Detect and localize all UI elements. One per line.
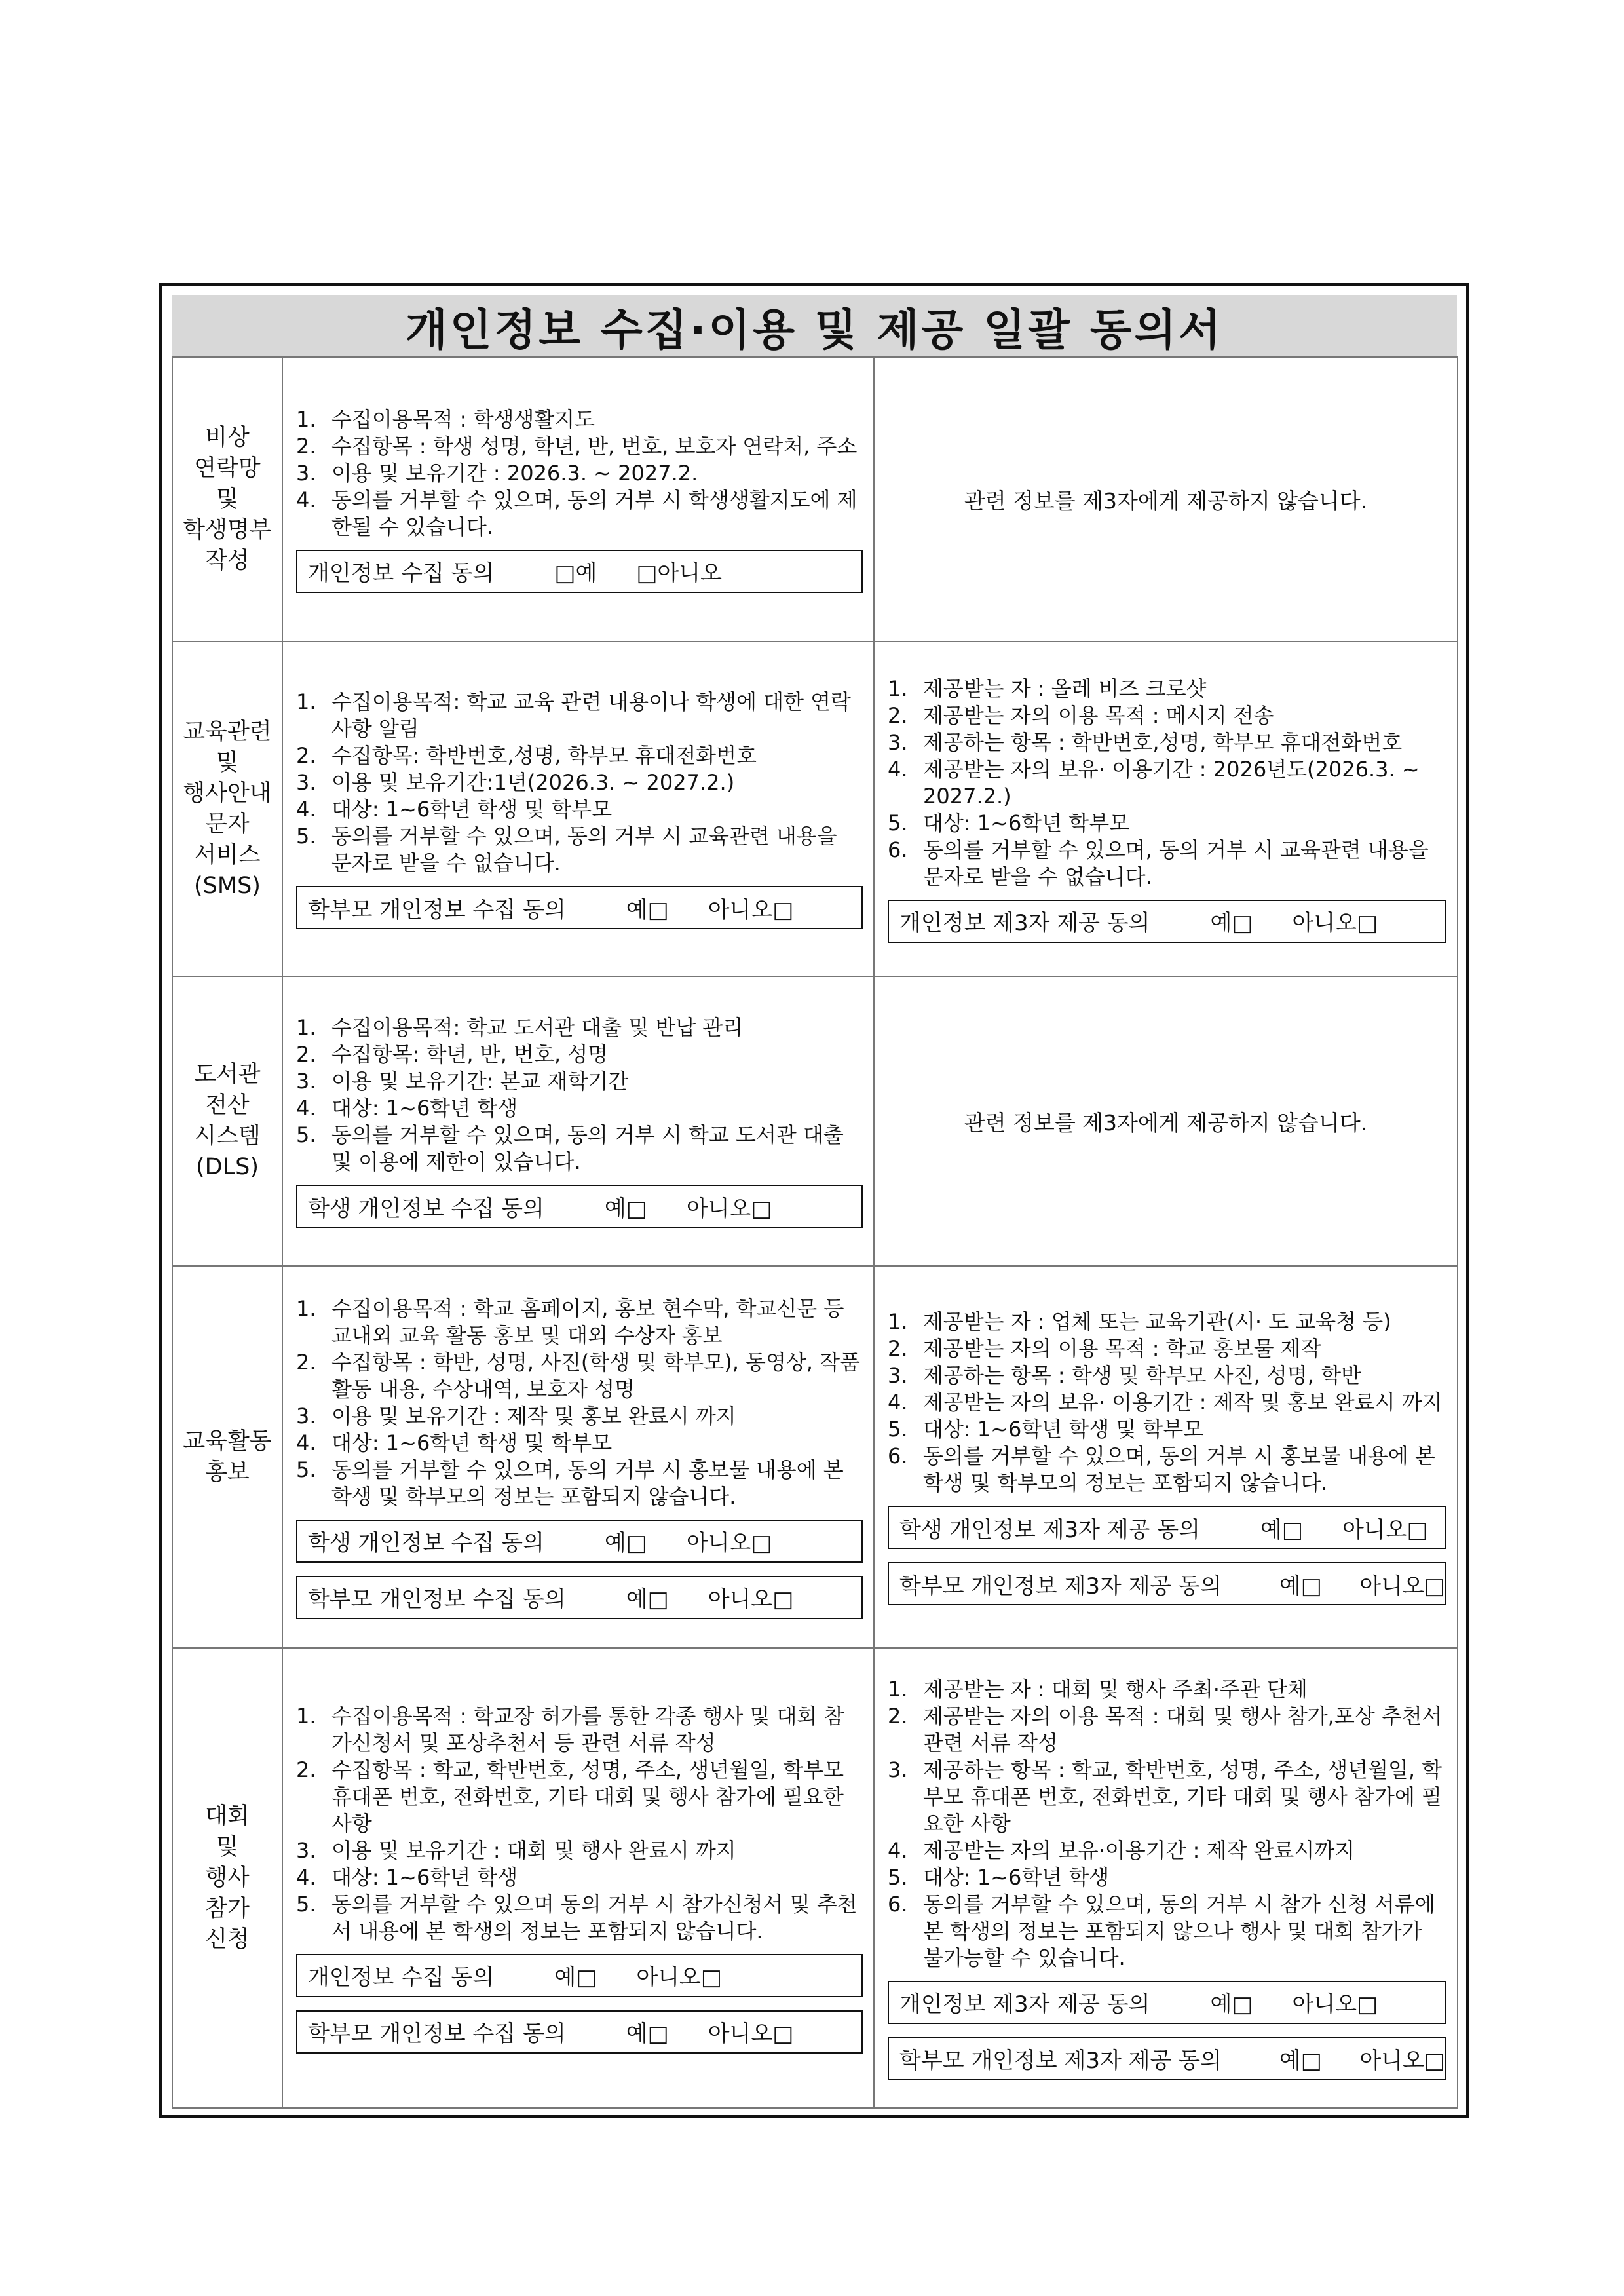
list-item bbox=[888, 1891, 1446, 1972]
collection-cell bbox=[282, 1648, 874, 2108]
list-item bbox=[296, 742, 863, 769]
list-item bbox=[296, 1430, 863, 1457]
list-item bbox=[296, 487, 863, 541]
category-line: 학생명부 bbox=[183, 516, 272, 543]
consent-no-checkbox[interactable]: 아니오□ bbox=[1292, 1991, 1378, 2018]
consent-no-checkbox[interactable]: 아니오□ bbox=[708, 896, 794, 923]
list-item bbox=[296, 1757, 863, 1837]
list-item bbox=[888, 1837, 1446, 1864]
list-item bbox=[296, 1068, 863, 1095]
item-number: 2. bbox=[296, 1349, 316, 1375]
list-item bbox=[296, 433, 863, 460]
consent-no-checkbox[interactable]: □아니오 bbox=[636, 560, 722, 586]
consent-box bbox=[888, 1981, 1446, 2024]
list-item bbox=[296, 1457, 863, 1510]
consent-yes-checkbox[interactable]: 예□ bbox=[604, 1530, 647, 1556]
consent-no-checkbox[interactable]: 아니오□ bbox=[708, 2021, 794, 2047]
item-number: 3. bbox=[296, 1069, 316, 1094]
consent-no-checkbox[interactable]: 아니오□ bbox=[1342, 1516, 1428, 1543]
consent-yes-checkbox[interactable]: 예□ bbox=[1260, 1516, 1303, 1543]
consent-no-checkbox[interactable]: 아니오□ bbox=[1292, 910, 1378, 936]
item-text: 제공받는 자의 보유· 이용기간 : 제작 및 홍보 완료시 까지 bbox=[923, 1390, 1443, 1415]
item-number: 6. bbox=[888, 1444, 908, 1468]
item-number: 1. bbox=[296, 1703, 316, 1729]
category-line: 신청 bbox=[205, 1926, 250, 1953]
provision-cell bbox=[874, 1648, 1458, 2108]
consent-label: 학부모 개인정보 제3자 제공 동의 bbox=[899, 1573, 1222, 1599]
item-number: 4. bbox=[888, 1837, 908, 1863]
item-text: 수집항목 : 학교, 학반번호, 성명, 주소, 생년월일, 학부모 휴대폰 번호, 전화번호, 기타 대회 및 행사 참가에 필요한 사항 bbox=[331, 1757, 844, 1836]
category-line: 대회 bbox=[205, 1803, 250, 1829]
list-item bbox=[296, 1864, 863, 1891]
item-text: 동의를 거부할 수 있으며, 동의 거부 시 홍보물 내용에 본 학생 및 학부모의 정보는 포함되지 않습니다. bbox=[331, 1457, 844, 1509]
consent-yes-checkbox[interactable]: 예□ bbox=[1279, 2048, 1322, 2074]
item-list bbox=[888, 676, 1446, 890]
collection-cell bbox=[282, 976, 874, 1266]
item-list bbox=[296, 689, 863, 877]
item-text: 제공받는 자의 보유·이용기간 : 제작 완료시까지 bbox=[923, 1837, 1355, 1863]
item-text: 수집이용목적 : 학교장 허가를 통한 각종 행사 및 대회 참가신청서 및 포상추천서 등 관련 서류 작성 bbox=[331, 1703, 844, 1755]
item-text: 제공하는 항목 : 학교, 학반번호, 성명, 주소, 생년월일, 학부모 휴대폰 번호, 전화번호, 기타 대회 및 행사 참가에 필요한 사항 bbox=[923, 1757, 1443, 1836]
list-item bbox=[888, 1703, 1446, 1757]
item-number: 1. bbox=[296, 1015, 316, 1040]
item-number: 3. bbox=[888, 1363, 908, 1388]
category-line: 교육활동 bbox=[183, 1428, 272, 1455]
item-text: 동의를 거부할 수 있으며, 동의 거부 시 교육관련 내용을 문자로 받을 수 없습니다. bbox=[923, 837, 1429, 889]
category-line: 행사안내 bbox=[183, 780, 272, 807]
list-item bbox=[296, 1703, 863, 1757]
item-text: 동의를 거부할 수 있으며, 동의 거부 시 홍보물 내용에 본 학생 및 학부모의 정보는 포함되지 않습니다. bbox=[923, 1444, 1435, 1495]
category-line: 홍보 bbox=[205, 1459, 250, 1485]
consent-box bbox=[296, 2010, 863, 2054]
consent-box bbox=[888, 2037, 1446, 2080]
item-text: 이용 및 보유기간: 본교 재학기간 bbox=[331, 1069, 629, 1094]
consent-box bbox=[296, 1954, 863, 1997]
consent-yes-checkbox[interactable]: 예□ bbox=[604, 1195, 647, 1222]
item-text: 수집이용목적 : 학교 홈페이지, 홍보 현수막, 학교신문 등 교내외 교육 활동 홍보 및 대외 수상자 홍보 bbox=[331, 1295, 844, 1348]
collection-cell bbox=[282, 641, 874, 976]
item-number: 6. bbox=[888, 1891, 908, 1917]
consent-yes-checkbox[interactable]: 예□ bbox=[626, 896, 669, 923]
category-cell bbox=[172, 357, 282, 641]
list-item bbox=[296, 1349, 863, 1403]
item-number: 1. bbox=[888, 676, 908, 701]
list-item bbox=[296, 1891, 863, 1945]
item-number: 2. bbox=[296, 1042, 316, 1067]
item-number: 4. bbox=[296, 1430, 316, 1455]
item-text: 대상: 1~6학년 학생 및 학부모 bbox=[331, 797, 613, 822]
consent-form bbox=[159, 283, 1469, 2118]
item-text: 제공받는 자 : 업체 또는 교육기관(시· 도 교육청 등) bbox=[923, 1309, 1391, 1334]
item-number: 5. bbox=[888, 810, 908, 835]
category-line: 서비스 bbox=[194, 841, 261, 868]
list-item bbox=[888, 1362, 1446, 1389]
item-list bbox=[888, 1676, 1446, 1972]
list-item bbox=[296, 796, 863, 823]
item-number: 4. bbox=[888, 1390, 908, 1415]
consent-label: 학생 개인정보 제3자 제공 동의 bbox=[899, 1516, 1200, 1543]
consent-label: 개인정보 수집 동의 bbox=[308, 560, 495, 586]
provision-cell bbox=[874, 357, 1458, 641]
category-line: 시스템 bbox=[194, 1123, 261, 1149]
list-item bbox=[888, 1416, 1446, 1443]
item-text: 수집이용목적 : 학생생활지도 bbox=[331, 406, 595, 432]
item-number: 3. bbox=[888, 729, 908, 755]
consent-yes-checkbox[interactable]: 예□ bbox=[626, 1586, 669, 1613]
item-text: 대상: 1~6학년 학부모 bbox=[923, 810, 1130, 835]
collection-cell bbox=[282, 357, 874, 641]
consent-box bbox=[296, 1185, 863, 1228]
item-text: 수집항목: 학년, 반, 번호, 성명 bbox=[331, 1042, 609, 1067]
consent-no-checkbox[interactable]: 아니오□ bbox=[1359, 2048, 1445, 2074]
consent-box bbox=[296, 1576, 863, 1619]
item-number: 5. bbox=[296, 1122, 316, 1147]
category-line: 교육관련 bbox=[183, 718, 272, 745]
consent-yes-checkbox[interactable]: 예□ bbox=[1210, 1991, 1253, 2018]
list-item bbox=[888, 676, 1446, 702]
item-number: 4. bbox=[296, 797, 316, 822]
consent-yes-checkbox[interactable]: 예□ bbox=[554, 1964, 597, 1991]
category-line: (DLS) bbox=[196, 1154, 259, 1180]
category-cell bbox=[172, 1648, 282, 2108]
item-text: 제공하는 항목 : 학반번호,성명, 학부모 휴대전화번호 bbox=[923, 729, 1403, 755]
consent-row bbox=[172, 641, 1458, 976]
category-cell bbox=[172, 1266, 282, 1648]
category-line: 전산 bbox=[205, 1092, 250, 1119]
provision-cell bbox=[874, 976, 1458, 1266]
item-text: 동의를 거부할 수 있으며, 동의 거부 시 학교 도서관 대출 및 이용에 제한이 있습니다. bbox=[331, 1122, 844, 1174]
item-text: 제공받는 자의 보유· 이용기간 : 2026년도(2026.3. ~ 2027.2.) bbox=[923, 756, 1420, 809]
item-number: 1. bbox=[296, 1295, 316, 1321]
consent-row bbox=[172, 1648, 1458, 2108]
no-provision-text: 관련 정보를 제3자에게 제공하지 않습니다. bbox=[964, 1109, 1368, 1136]
item-list bbox=[296, 1295, 863, 1510]
consent-yes-checkbox[interactable]: 예□ bbox=[626, 2021, 669, 2047]
item-text: 제공받는 자의 이용 목적 : 대회 및 행사 참가,포상 추천서 관련 서류 작성 bbox=[923, 1703, 1443, 1755]
consent-no-checkbox[interactable]: 아니오□ bbox=[708, 1586, 794, 1613]
item-text: 이용 및 보유기간 : 대회 및 행사 완료시 까지 bbox=[331, 1837, 736, 1863]
item-number: 1. bbox=[888, 1309, 908, 1334]
item-text: 제공받는 자 : 올레 비즈 크로샷 bbox=[923, 676, 1207, 701]
category-cell bbox=[172, 641, 282, 976]
list-item bbox=[888, 1389, 1446, 1416]
list-item bbox=[296, 1122, 863, 1176]
consent-label: 개인정보 수집 동의 bbox=[308, 1964, 495, 1991]
consent-label: 학부모 개인정보 수집 동의 bbox=[308, 2021, 566, 2047]
consent-box bbox=[296, 886, 863, 929]
consent-box bbox=[888, 1562, 1446, 1605]
consent-label: 학부모 개인정보 수집 동의 bbox=[308, 896, 566, 923]
item-number: 1. bbox=[296, 689, 316, 714]
item-text: 동의를 거부할 수 있으며 동의 거부 시 참가신청서 및 추천서 내용에 본 학생의 정보는 포함되지 않습니다. bbox=[331, 1891, 858, 1943]
item-text: 동의를 거부할 수 있으며, 동의 거부 시 학생생활지도에 제한될 수 있습니다. bbox=[331, 487, 858, 539]
item-text: 동의를 거부할 수 있으며, 동의 거부 시 참가 신청 서류에 본 학생의 정보는 포함되지 않으나 행사 및 대회 참가가 불가능할 수 있습니다. bbox=[923, 1891, 1435, 1970]
item-number: 4. bbox=[296, 1864, 316, 1890]
consent-label: 개인정보 제3자 제공 동의 bbox=[899, 910, 1150, 936]
category-line: 및 bbox=[216, 486, 238, 512]
list-item bbox=[888, 729, 1446, 756]
list-item bbox=[296, 823, 863, 877]
consent-box bbox=[296, 550, 863, 593]
item-text: 수집이용목적: 학교 도서관 대출 및 반납 관리 bbox=[331, 1015, 744, 1040]
item-number: 1. bbox=[296, 406, 316, 432]
collection-cell bbox=[282, 1266, 874, 1648]
item-number: 2. bbox=[888, 1703, 908, 1729]
item-number: 4. bbox=[296, 487, 316, 512]
item-number: 2. bbox=[888, 1336, 908, 1361]
item-number: 3. bbox=[888, 1757, 908, 1782]
item-text: 제공하는 항목 : 학생 및 학부모 사진, 성명, 학반 bbox=[923, 1363, 1361, 1388]
form-title: 개인정보 수집·이용 및 제공 일괄 동의서 bbox=[172, 295, 1457, 358]
list-item bbox=[888, 1676, 1446, 1703]
consent-yes-checkbox[interactable]: 예□ bbox=[1210, 910, 1253, 936]
consent-box bbox=[888, 900, 1446, 943]
item-number: 2. bbox=[888, 702, 908, 728]
item-list bbox=[296, 406, 863, 541]
no-provision-text: 관련 정보를 제3자에게 제공하지 않습니다. bbox=[964, 488, 1368, 514]
consent-box bbox=[888, 1506, 1446, 1549]
list-item bbox=[296, 689, 863, 742]
list-item bbox=[888, 756, 1446, 810]
category-line: 및 bbox=[216, 1833, 238, 1860]
category-line: 작성 bbox=[205, 547, 250, 574]
consent-row bbox=[172, 1266, 1458, 1648]
item-number: 3. bbox=[296, 1837, 316, 1863]
category-line: 연락망 bbox=[194, 455, 261, 482]
category-cell bbox=[172, 976, 282, 1266]
item-number: 2. bbox=[296, 743, 316, 768]
list-item bbox=[296, 1295, 863, 1349]
consent-row bbox=[172, 357, 1458, 641]
item-number: 5. bbox=[296, 824, 316, 849]
item-number: 4. bbox=[888, 756, 908, 782]
consent-yes-checkbox[interactable]: □예 bbox=[554, 560, 597, 586]
item-number: 5. bbox=[296, 1891, 316, 1917]
item-text: 수집이용목적: 학교 교육 관련 내용이나 학생에 대한 연락 사항 알림 bbox=[331, 689, 851, 741]
consent-no-checkbox[interactable]: 아니오□ bbox=[636, 1964, 722, 1991]
item-text: 수집항목 : 학반, 성명, 사진(학생 및 학부모), 동영상, 작품 활동 내용, 수상내역, 보호자 성명 bbox=[331, 1349, 860, 1402]
category-line: 행사 bbox=[205, 1864, 250, 1891]
item-number: 5. bbox=[888, 1864, 908, 1890]
consent-box bbox=[296, 1520, 863, 1563]
item-text: 동의를 거부할 수 있으며, 동의 거부 시 교육관련 내용을 문자로 받을 수 없습니다. bbox=[331, 824, 837, 875]
consent-label: 학생 개인정보 수집 동의 bbox=[308, 1195, 544, 1222]
consent-label: 학부모 개인정보 제3자 제공 동의 bbox=[899, 2048, 1222, 2074]
list-item bbox=[888, 810, 1446, 837]
item-text: 대상: 1~6학년 학생 bbox=[331, 1096, 518, 1120]
item-text: 대상: 1~6학년 학생 및 학부모 bbox=[331, 1430, 613, 1455]
item-number: 4. bbox=[296, 1096, 316, 1120]
consent-label: 학부모 개인정보 수집 동의 bbox=[308, 1586, 566, 1613]
consent-yes-checkbox[interactable]: 예□ bbox=[1279, 1573, 1322, 1599]
item-number: 3. bbox=[296, 770, 316, 795]
category-line: 및 bbox=[216, 749, 238, 776]
category-line: 참가 bbox=[205, 1895, 250, 1922]
item-text: 대상: 1~6학년 학생 및 학부모 bbox=[923, 1417, 1204, 1442]
list-item bbox=[296, 460, 863, 487]
list-item bbox=[888, 1335, 1446, 1362]
item-text: 이용 및 보유기간 : 2026.3. ~ 2027.2. bbox=[331, 460, 698, 486]
item-list bbox=[888, 1309, 1446, 1497]
provision-cell bbox=[874, 641, 1458, 976]
list-item bbox=[296, 1403, 863, 1430]
list-item bbox=[296, 1041, 863, 1068]
list-item bbox=[888, 1864, 1446, 1891]
list-item bbox=[888, 1309, 1446, 1335]
list-item bbox=[296, 769, 863, 796]
provision-cell bbox=[874, 1266, 1458, 1648]
consent-label: 개인정보 제3자 제공 동의 bbox=[899, 1991, 1150, 2018]
consent-table bbox=[172, 356, 1458, 2109]
item-text: 제공받는 자의 이용 목적 : 메시지 전송 bbox=[923, 702, 1274, 728]
item-number: 1. bbox=[888, 1676, 908, 1702]
list-item bbox=[888, 702, 1446, 729]
item-number: 2. bbox=[296, 433, 316, 459]
category-line: (SMS) bbox=[194, 872, 261, 899]
list-item bbox=[888, 1443, 1446, 1497]
list-item bbox=[296, 1095, 863, 1122]
item-text: 제공받는 자 : 대회 및 행사 주최·주관 단체 bbox=[923, 1676, 1308, 1702]
item-number: 6. bbox=[888, 837, 908, 862]
item-text: 이용 및 보유기간 : 제작 및 홍보 완료시 까지 bbox=[331, 1403, 736, 1428]
category-line: 비상 bbox=[205, 424, 250, 451]
consent-no-checkbox[interactable]: 아니오□ bbox=[686, 1195, 772, 1222]
item-number: 3. bbox=[296, 1403, 316, 1428]
item-text: 수집항목 : 학생 성명, 학년, 반, 번호, 보호자 연락처, 주소 bbox=[331, 433, 858, 459]
list-item bbox=[888, 837, 1446, 890]
item-number: 2. bbox=[296, 1757, 316, 1782]
category-line: 문자 bbox=[205, 811, 250, 837]
item-number: 3. bbox=[296, 460, 316, 486]
item-text: 수집항목: 학반번호,성명, 학부모 휴대전화번호 bbox=[331, 743, 757, 768]
list-item bbox=[888, 1757, 1446, 1837]
list-item bbox=[296, 1014, 863, 1041]
list-item bbox=[296, 406, 863, 433]
item-list bbox=[296, 1014, 863, 1176]
consent-no-checkbox[interactable]: 아니오□ bbox=[1359, 1573, 1445, 1599]
consent-label: 학생 개인정보 수집 동의 bbox=[308, 1530, 544, 1556]
list-item bbox=[296, 1837, 863, 1864]
item-text: 이용 및 보유기간:1년(2026.3. ~ 2027.2.) bbox=[331, 770, 735, 795]
item-text: 대상: 1~6학년 학생 bbox=[331, 1864, 518, 1890]
item-number: 5. bbox=[888, 1417, 908, 1442]
consent-row bbox=[172, 976, 1458, 1266]
category-line: 도서관 bbox=[194, 1062, 261, 1088]
item-text: 제공받는 자의 이용 목적 : 학교 홍보물 제작 bbox=[923, 1336, 1321, 1361]
item-number: 5. bbox=[296, 1457, 316, 1482]
item-list bbox=[296, 1703, 863, 1945]
item-text: 대상: 1~6학년 학생 bbox=[923, 1864, 1110, 1890]
consent-no-checkbox[interactable]: 아니오□ bbox=[686, 1530, 772, 1556]
